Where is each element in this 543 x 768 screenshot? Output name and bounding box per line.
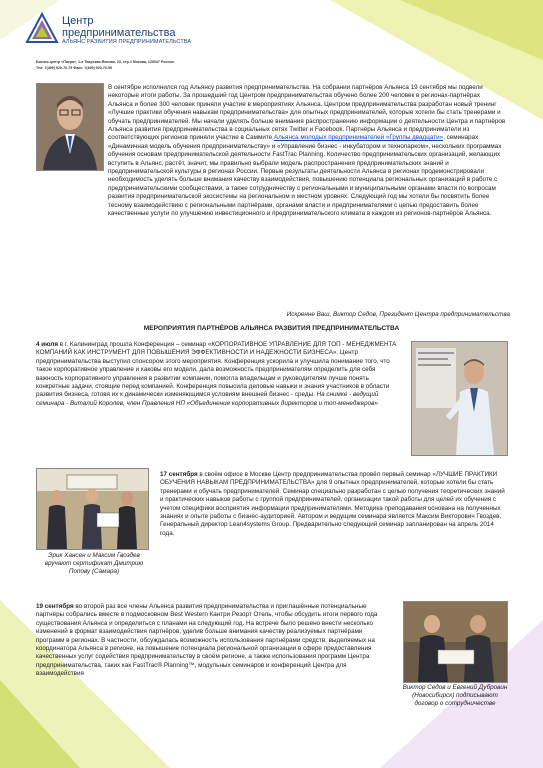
event1-date: 4 июля bbox=[36, 341, 59, 348]
event1-body: в г. Калининград прошла Конференция – семинар «КОРПОРАТИВНОЕ УПРАВЛЕНИЕ ДЛЯ ТОП - МЕНЕДЖМЕНТА КОМПАНИЙ КАК ИНСТРУМЕНТ ДЛЯ ПОВЫШЕНИЯ ЭФФЕКТИВНОСТИ И НАДЕЖНОСТИ БИЗНЕСА». Центр предпринимательства выступил спонсором этого мероприятия. Конференция ускорила и улучшила понимание того, что такое корпоративное управление и каковы его модели, дала возможность предпринимателям определить для себя важность корпоративного управления в развитии компании, помогла владельцам и руководителям лучше понять конкретные задачи, стоящие перед компанией. Конференция повысила деловые навыки и знания участников в области развития бизнеса, готовя их к динамически изменяющимся условиям внешней бизнес - среды. bbox=[36, 341, 397, 399]
logo-text bbox=[62, 15, 191, 46]
event1-caption: На снимке - ведущий семинара - Виталий Королев, член Правления НП «Объединение корпоративных директоров и топ-менеджеров» bbox=[36, 391, 379, 407]
signing-photo bbox=[403, 601, 508, 683]
portrait-photo bbox=[36, 83, 104, 171]
event3-text bbox=[36, 603, 392, 679]
logo-icon bbox=[25, 12, 59, 46]
event3-date: 19 сентября bbox=[36, 603, 74, 610]
logo-line2: предпринимательства bbox=[62, 27, 176, 39]
event3-body: во второй раз все члены Альянса развития предпринимательства и приглашённые потенциальные партнёры собрались вместе в подмосковном Best Western Кантри Резорт Отель, чтобы обсудить итоги первого года существования Альянса и определиться с планами на следующий год. На встрече было решено внести несколько изменений в формат взаимодействия партнёров, уделив больше внимания качеству реализуемых партнёрами программ в регионах. В частности, обсуждалась возможность использования партнёрами средств, выделяемых на координатора Альянса в регионе, на повышение потенциала региональной организации в сфере предоставления качественных услуг содействия предпринимательству в своём регионе, а также использования программ Центра предпринимательства, таких как FastTrac® Planning™, модульных семинаров и конференций Центра для взаимодействия bbox=[36, 603, 378, 678]
event2-text bbox=[160, 471, 506, 538]
contacts-block bbox=[36, 60, 236, 71]
certificate-photo-caption: Эрик Хансен и Максим Гвоздев вручают сертификат Дмитрию Попову (Самара) bbox=[44, 552, 144, 576]
intro-text-top bbox=[108, 84, 506, 219]
contacts-phone: Тел: 7(499) 920-70-75 Факс: 7(499) 920-70-99 bbox=[36, 65, 113, 70]
section-heading: МЕРОПРИЯТИЯ ПАРТНЁРОВ АЛЬЯНСА РАЗВИТИЯ ПРЕДПРИНИМАТЕЛЬСТВА bbox=[143, 325, 400, 332]
logo-line1: Центр bbox=[62, 15, 94, 27]
logo-subtitle: АЛЬЯНС РАЗВИТИЯ ПРЕДПРИНИМАТЕЛЬСТВА bbox=[62, 39, 192, 45]
intro-paragraph: В сентябре исполнился год Альянсу развития предпринимательства. На собрании партнёров Альянса 19 сентября мы подвели некоторые итоги работы. За прошедший год Центром предпринимательства обучено более 200 человек в регионах-партнёрах Альянса и более 300 человек приняли участие в мероприятиях Альянса. Центром предпринимательства разработан новый тренинг «Лучшие практики обучения навыкам предпринимательства» для опытных предпринимателей, которые хотели бы стать тренерами и обучать предпринимателей. Мы начали уделять больше внимания распространению информации о деятельности Центра и партнёров Альянса развития предпринимательства в социальных сетях Twitter и Facebook. Партнёры Альянса и предприниматели из соответствующих регионов приняли участие в Саммите bbox=[108, 84, 506, 142]
g20-alliance-link[interactable]: Альянса молодых предпринимателей «Группы двадцати» bbox=[273, 134, 444, 142]
event2-date: 17 сентября bbox=[160, 471, 198, 478]
event1-text bbox=[36, 341, 404, 408]
event2-body: в своём офисе в Москве Центр предпринимательства провёл первый семинар «ЛУЧШИЕ ПРАКТИКИ ОБУЧЕНИЯ НАВЫКАМ ПРЕДПРИНИМАТЕЛЬСТВА» для 9 опытных предпринимателей, которые хотели бы стать тренерами и обучать предпринимателей. Семинар специально разработан с целью получения теоретических знаний и практических навыков работы с группой предпринимателей, организации такой работы для целей их обучения с учетом специфики восприятия информации предпринимателями. Методика преподавания основана на полученных знаниях и опыте работы с бизнес-аудиторией. Автором и ведущим семинара является Максим Викторович Гвоздев, Генеральный директор Lean4systems Group. Предварительно следующий семинар запланирован на апрель 2014 года. bbox=[160, 471, 505, 537]
signature: Искренне Ваш, Виктор Седов, Президент Центра предпринимательства bbox=[286, 311, 510, 318]
certificate-photo bbox=[36, 468, 149, 550]
signing-photo-caption: Виктор Седов и Евгений Дубровин (Новосибирск) подписывают договор о сотрудничестве bbox=[402, 684, 508, 708]
intro-paragraph-cont: , семинарах «Динамичная модель обучения предпринимательству» и «Управление бизнес - инкубатором и технопарком», нескольких программах обучения основам предпринимательской деятельности FastTrac Planning. Количество предпринимательских организаций, желающих вступить в Альянс, растёт, значит, мы правильно выбрали модель распространения предпринимательских знаний и предпринимательской культуры в регионах России. Первые результаты деятельности Альянса в регионах продемонстрировали необходимость уделять больше внимания качеству взаимодействия, повышению потенциала региональных организаций в работе с предпринимательскими сообществами, а также сотрудничеству с региональными и муниципальными органами власти по вопросам развития предпринимательской экосистемы на региональном и местном уровнях. Следующий год мы хотели бы посвятить более тесному взаимодействию с региональными партнёрами, органами власти и предпринимателями с целью предоставить более качественные услуги по улучшению инвестиционного и предпринимательского климата в каждом из регионов-партнёров Альянса. bbox=[108, 134, 502, 218]
contacts-address: Бизнес-центр «Пикра», 1-я Тверская-Ямская, 23, стр.1 Москва, 125047 Россия bbox=[36, 60, 174, 64]
speaker-photo bbox=[411, 341, 508, 456]
